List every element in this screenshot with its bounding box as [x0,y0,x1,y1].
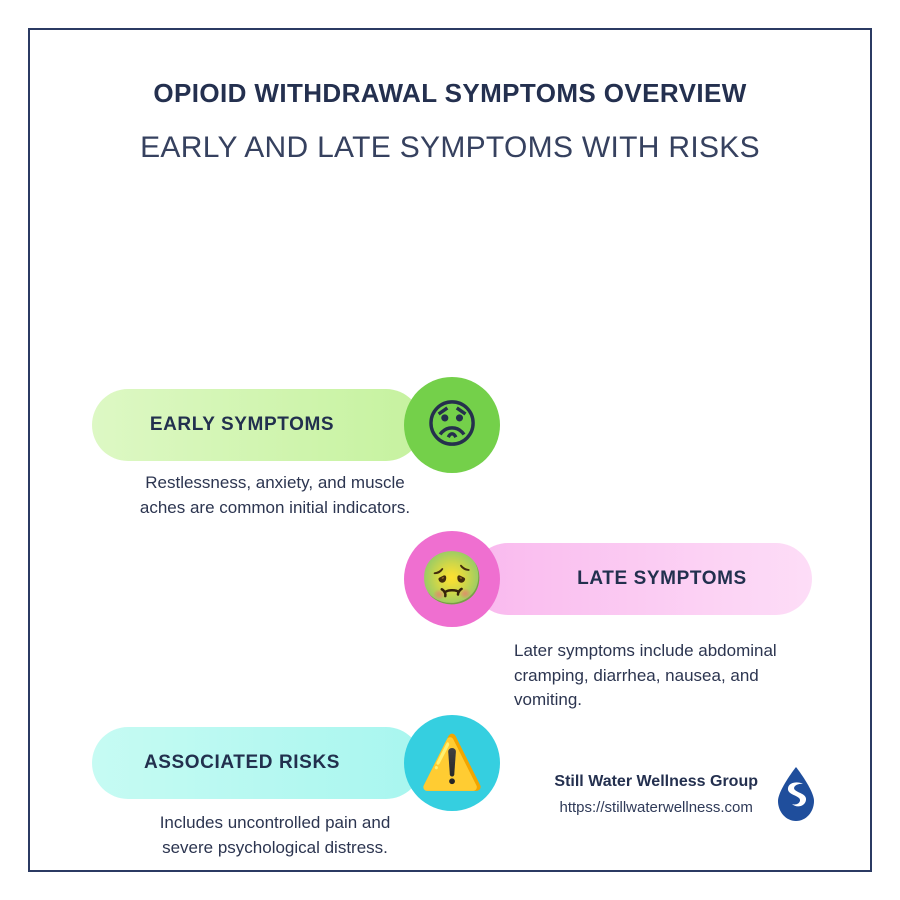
footer-text [554,773,758,816]
section-label-early: EARLY SYMPTOMS [149,414,335,435]
page-title: OPIOID WITHDRAWAL SYMPTOMS OVERVIEW [153,78,747,108]
nauseated-face-icon [404,531,500,627]
section-description-risks: Includes uncontrolled pain and severe psychological distress. [159,813,391,857]
worried-face-glyph: 😟 [424,395,480,455]
worried-face-icon [404,377,500,473]
infographic-poster [28,28,872,872]
page-subtitle: EARLY AND LATE SYMPTOMS WITH RISKS [140,131,760,164]
section-pill-late[interactable] [472,543,812,615]
warning-triangle-glyph: ⚠️ [419,733,485,793]
section-label-late: LATE SYMPTOMS [577,568,747,589]
section-description-early: Restlessness, anxiety, and muscle aches are common initial indicators. [139,473,411,517]
organization-url[interactable]: https://stillwaterwellness.com [559,798,753,816]
section-label-risks: ASSOCIATED RISKS [143,752,341,773]
water-drop-logo [774,766,818,822]
title-block [30,30,870,165]
section-description-late: Later symptoms include abdominal cramping, diarrhea, nausea, and vomiting. [514,641,777,710]
warning-triangle-icon [404,715,500,811]
section-pill-risks[interactable] [92,727,422,799]
organization-name: Still Water Wellness Group [554,772,758,790]
footer [554,766,818,822]
section-pill-early[interactable] [92,389,422,461]
nauseated-face-glyph: 🤢 [419,549,485,609]
